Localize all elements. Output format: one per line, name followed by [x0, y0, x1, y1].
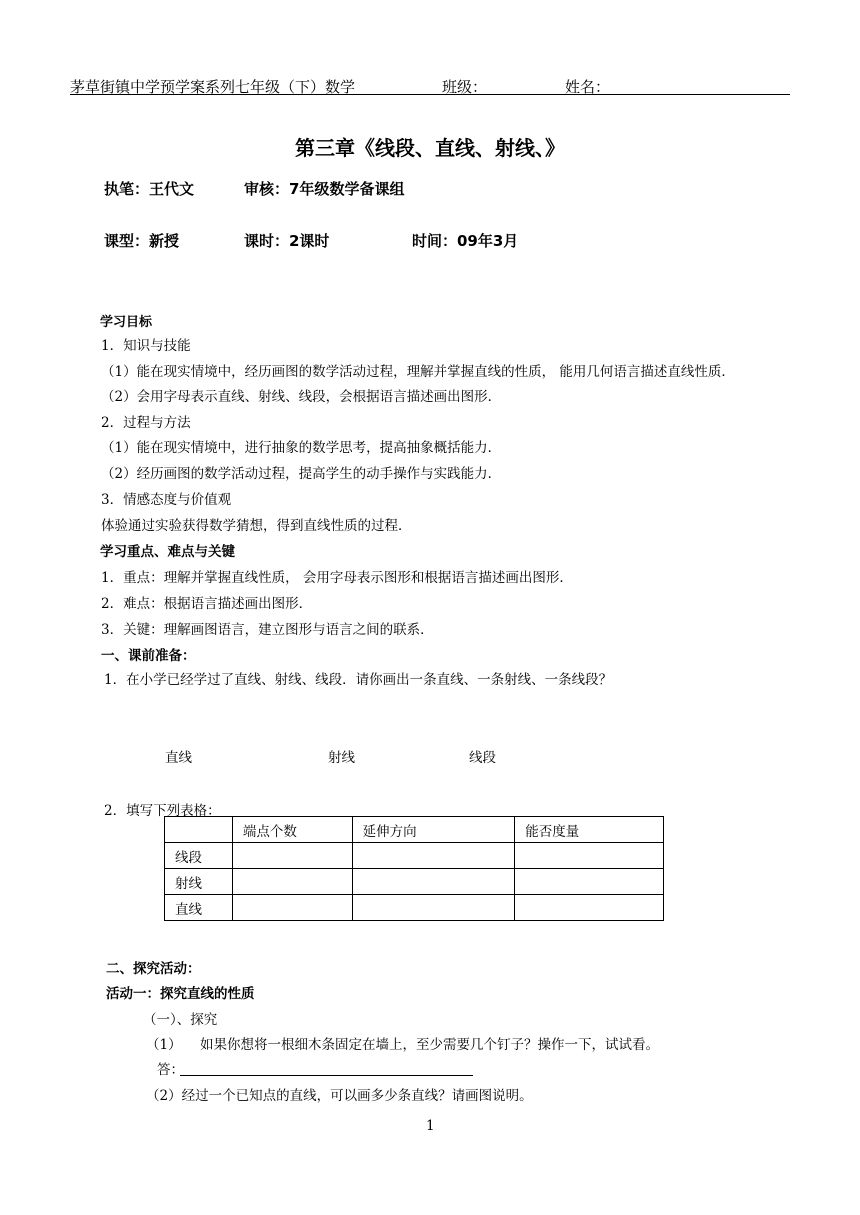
explore-q2: （2）经过一个已知点的直线，可以画多少条直线？请画图说明。 — [146, 1088, 533, 1104]
table-row — [165, 843, 664, 869]
explore-q1-number: （1） — [146, 1037, 182, 1053]
table-cell[interactable] — [352, 869, 515, 895]
table-cell[interactable] — [515, 843, 664, 869]
properties-table — [164, 816, 664, 921]
goals-line: （1）能在现实情境中，进行抽象的数学思考，提高抽象概括能力． — [101, 440, 502, 456]
explore-q1-text: 如果你想将一根细木条固定在墙上，至少需要几个钉子？操作一下，试试看。 — [200, 1037, 659, 1053]
keypoint-line: 3．关键：理解画图语言，建立图形与语言之间的联系． — [101, 622, 434, 638]
draw-label-line: 直线 — [165, 750, 192, 766]
table-cell[interactable] — [515, 869, 664, 895]
table-row-label: 直线 — [165, 895, 233, 921]
draw-label-segment: 线段 — [469, 750, 496, 766]
table-row — [165, 895, 664, 921]
goals-line: 1．知识与技能 — [101, 338, 191, 354]
header-school-series: 茅草街镇中学预学案系列七年级（下）数学 — [70, 78, 356, 96]
lesson-periods: 课时：2课时 — [244, 232, 330, 250]
author: 执笔：王代文 — [104, 180, 195, 198]
table-cell[interactable] — [515, 895, 664, 921]
goals-line: （2）会用字母表示直线、射线、线段，会根据语言描述画出图形． — [101, 389, 502, 405]
table-row — [165, 869, 664, 895]
lesson-time: 时间：09年3月 — [412, 232, 519, 250]
activity-1-heading: 活动一：探究直线的性质 — [106, 986, 255, 1002]
answer-blank-line[interactable] — [180, 1075, 473, 1076]
table-cell[interactable] — [352, 895, 515, 921]
table-cell[interactable] — [232, 843, 352, 869]
answer-label: 答： — [157, 1062, 184, 1078]
table-cell[interactable] — [352, 843, 515, 869]
table-header-cell — [165, 817, 233, 843]
table-row-label: 线段 — [165, 843, 233, 869]
reviewer: 审核：7年级数学备课组 — [244, 180, 405, 198]
goals-line: 体验通过实验获得数学猜想，得到直线性质的过程． — [101, 518, 412, 534]
keypoints-heading: 学习重点、难点与关键 — [100, 544, 235, 560]
header-name-label: 姓名： — [565, 78, 611, 96]
table-header-cell: 端点个数 — [232, 817, 352, 843]
explore-subheading: （一）、探究 — [143, 1012, 218, 1028]
table-header-row — [165, 817, 664, 843]
lesson-type: 课型：新授 — [104, 232, 180, 250]
header-class-label: 班级： — [442, 78, 488, 96]
table-header-cell: 能否度量 — [515, 817, 664, 843]
keypoint-line: 2．难点：根据语言描述画出图形． — [101, 596, 313, 612]
goals-line: （2）经历画图的数学活动过程，提高学生的动手操作与实践能力． — [101, 466, 502, 482]
table-cell[interactable] — [232, 869, 352, 895]
table-header-cell: 延伸方向 — [352, 817, 515, 843]
goals-heading: 学习目标 — [100, 315, 153, 330]
table-cell[interactable] — [232, 895, 352, 921]
table-row-label: 射线 — [165, 869, 233, 895]
page-number: 1 — [426, 1118, 435, 1134]
draw-label-ray: 射线 — [328, 750, 355, 766]
goals-line: 3．情感态度与价值观 — [101, 492, 232, 508]
prep-question-2: 2．填写下列表格： — [104, 803, 221, 819]
goals-line: 2．过程与方法 — [101, 415, 191, 431]
keypoint-line: 1．重点：理解并掌握直线性质， 会用字母表示图形和根据语言描述画出图形． — [101, 570, 573, 586]
header-underline — [70, 94, 790, 95]
goals-line: （1）能在现实情境中，经历画图的数学活动过程，理解并掌握直线的性质， 能用几何语言描述直线性质． — [101, 364, 735, 380]
page-header — [70, 76, 790, 96]
page-title: 第三章《线段、直线、射线、》 — [295, 136, 565, 160]
prep-question-1: 1．在小学已经学过了直线、射线、线段．请你画出一条直线、一条射线、一条线段？ — [104, 672, 613, 688]
explore-heading: 二、探究活动： — [106, 961, 201, 977]
prep-heading: 一、课前准备： — [101, 648, 196, 664]
